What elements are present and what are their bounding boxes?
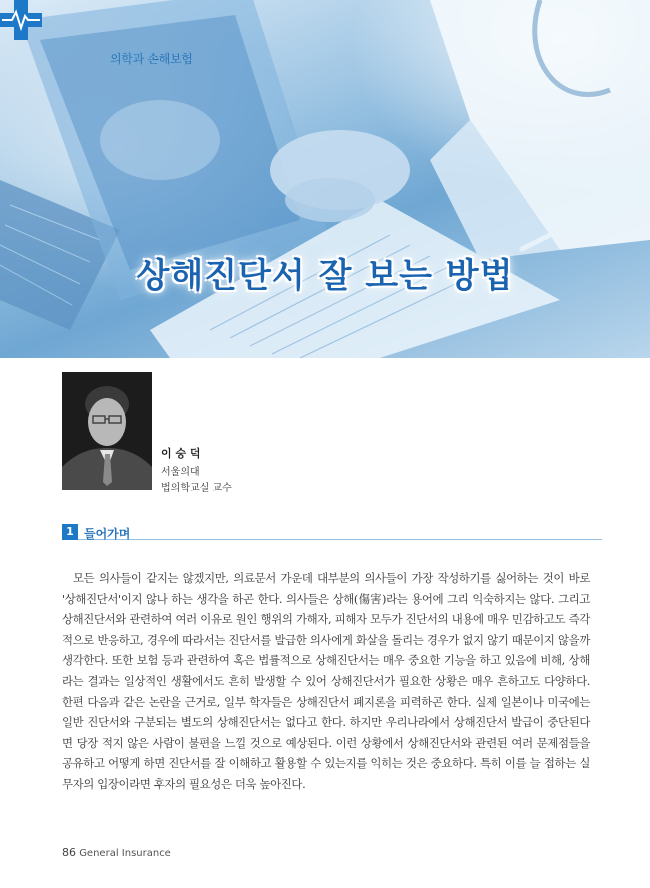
publication-name: General Insurance [79,848,171,859]
author-name: 이 숭 덕 [161,447,201,460]
author-department: 법의학교실 교수 [161,483,232,494]
section-number-badge: 1 [62,524,78,540]
section-heading: 들어가며 [84,527,131,541]
section-category-label: 의학과 손해보험 [110,52,193,66]
section-heading-rule [62,521,602,540]
hero-illustration [0,0,650,358]
hero-image [0,0,650,358]
medical-cross-icon [0,0,42,40]
author-photo [62,372,152,490]
author-affiliation: 서울의대 [161,467,200,478]
body-paragraph: 모든 의사들이 같지는 않겠지만, 의료문서 가운데 대부분의 의사들이 가장 작성하기를 싫어하는 것이 바로 '상해진단서'이지 않나 하는 생각을 하곤 한다. 의사들은 상해(傷害)라는 용어에 그리 익숙하지는 않다. 그리고 상해진단서와 관련하여 여러 이유로 원인 행위의 가해자, 피해자 모두가 진단서의 내용에 매우 민감하고도 즉각적으로 반응하고, 경우에 따라서는 진단서를 발급한 의사에게 화살을 돌리는 경우가 없지 않기 때문이지 않을까 생각한다. 또한 보험 등과 관련하여 혹은 법률적으로 상해진단서는 매우 중요한 기능을 하고 있음에 비해, 상해라는 결과는 일상적인 생활에서도 흔히 발생할 수 있어 상해진단서가 필요한 상황은 매우 흔하고도 다양하다. 한편 다음과 같은 논란을 근거로, 일부 학자들은 상해진단서 폐지론을 피력하곤 한다. 실제 일본이나 미국에는 일반 진단서와 구분되는 별도의 상해진단서는 없다고 한다. 하지만 우리나라에서 상해진단서 발급이 중단된다면 당장 적지 않은 사람이 불편을 느낄 것으로 예상된다. 이런 상황에서 상해진단서와 관련된 여러 문제점들을 공유하고 어떻게 하면 진단서를 잘 이해하고 활용할 수 있는지를 익히는 것은 중요하다. 특히 이를 늘 접하는 실무자의 입장이라면 후자의 필요성은 더욱 높아진다. [62,571,590,791]
page-number: 86 [62,846,76,859]
article-title: 상해진단서 잘 보는 방법 [136,256,514,296]
page-footer [62,846,171,859]
